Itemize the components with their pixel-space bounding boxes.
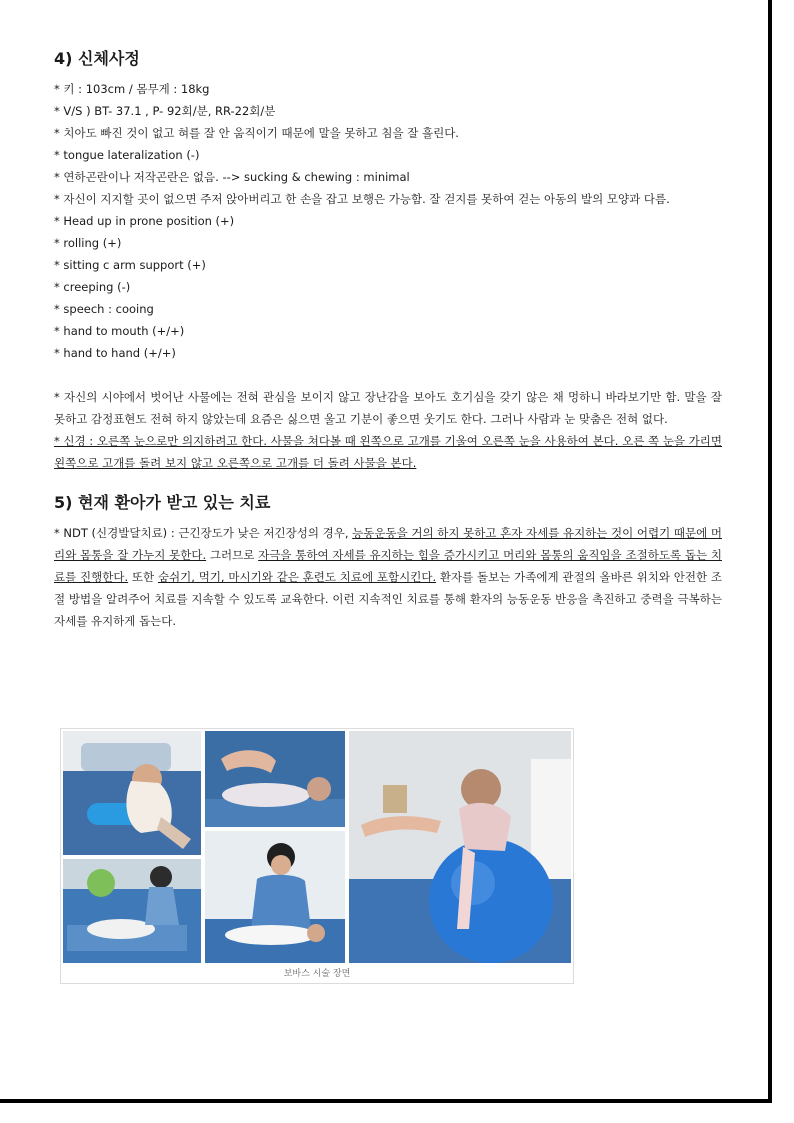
nerve-paragraph: * 신경 : 오른쪽 눈으로만 의지하려고 한다. 사물을 쳐다볼 때 왼쪽으로 고개를 기울여 오른쪽 눈을 사용하여 본다. 오른 쪽 눈을 가리면 왼쪽으로 고개를 돌려 보지 않고 오른쪽으로 고개를 더 돌려 사물을 본다. <box>54 434 722 470</box>
ndt-text: * NDT (신경발달치료) : 근긴장도가 낮은 저긴장성의 경우, <box>54 526 353 540</box>
walking-paragraph: * 자신이 지지할 곳이 없으면 주저 앉아버리고 한 손을 잡고 보행은 가능함. 잘 걷지를 못하여 걷는 아동의 발의 모양과 다름. <box>54 192 670 206</box>
therapy-photo-collage <box>60 728 574 984</box>
section4-heading: 4) 신체사정 <box>54 49 140 68</box>
body-line: * 연하곤란이나 저작곤란은 없음. --> sucking & chewing : minimal <box>54 170 410 184</box>
photo-collage-image <box>61 729 573 965</box>
ndt-text: 또한 <box>128 570 158 584</box>
checklist-item: * creeping (-) <box>54 280 131 294</box>
ndt-underlined-text: 능동운동을 거의 하지 못하고 혼자 자세를 유지하는 것이 어렵기 때문에 머리와 몸통을 잘 가누지 못한다. <box>54 526 722 562</box>
photo-panel-5 <box>349 731 571 963</box>
checklist-item: * speech : cooing <box>54 302 154 316</box>
photo-panel-3 <box>63 859 201 963</box>
vision-paragraph: * 자신의 시야에서 벗어난 사물에는 전혀 관심을 보이지 않고 장난감을 보아도 호기심을 갖기 않은 채 멍하니 바라보기만 함. 말을 잘 못하고 감정표현도 전혀 하지 않았는데 요즘은 싫으면 울고 기분이 좋으면 웃기도 한다. 그러나 사람과 눈 맞춤은 전혀 없다. <box>54 390 722 426</box>
ndt-text: 그러므로 <box>206 548 259 562</box>
body-line: * tongue lateralization (-) <box>54 148 200 162</box>
checklist-item: * hand to mouth (+/+) <box>54 324 185 338</box>
ndt-underlined-text: 숨쉬기, 먹기, 마시기와 같은 훈련도 치료에 포함시킨다. <box>157 570 437 584</box>
checklist-item: * hand to hand (+/+) <box>54 346 176 360</box>
body-line: * 치아도 빠진 것이 없고 혀를 잘 안 움직이기 때문에 말을 못하고 침을 잘 흘린다. <box>54 126 459 140</box>
ndt-underlined-text: 자극을 통하여 자세를 유지하는 힘을 증가시키고 머리와 몸통의 움직임을 조절하도록 돕는 치료를 진행한다. <box>54 548 722 584</box>
photo-panel-2 <box>205 731 345 827</box>
section5-heading: 5) 현재 환아가 받고 있는 치료 <box>54 493 271 512</box>
ndt-text: 환자를 돌보는 가족에게 관절의 올바른 위치와 안전한 조절 방법을 알려주어 치료를 지속할 수 있도록 교육한다. 이런 지속적인 치료를 통해 환자의 능동운동 반응을 촉진하고 중력을 극복하는 자세를 유지하게 돕는다. <box>54 570 723 628</box>
document-body <box>54 48 722 632</box>
body-line: * V/S ) BT- 37.1 , P- 92회/분, RR-22회/분 <box>54 104 276 118</box>
checklist-item: * sitting c arm support (+) <box>54 258 206 272</box>
photo-panel-1 <box>63 731 201 855</box>
photo-panel-4 <box>205 831 345 963</box>
checklist-item: * Head up in prone position (+) <box>54 214 235 228</box>
checklist-item: * rolling (+) <box>54 236 122 250</box>
spacer <box>54 364 722 386</box>
body-line: * 키 : 103cm / 몸무게 : 18kg <box>54 82 210 96</box>
ndt-paragraph <box>54 522 722 632</box>
photo-caption: 보바스 시술 장면 <box>283 969 351 979</box>
